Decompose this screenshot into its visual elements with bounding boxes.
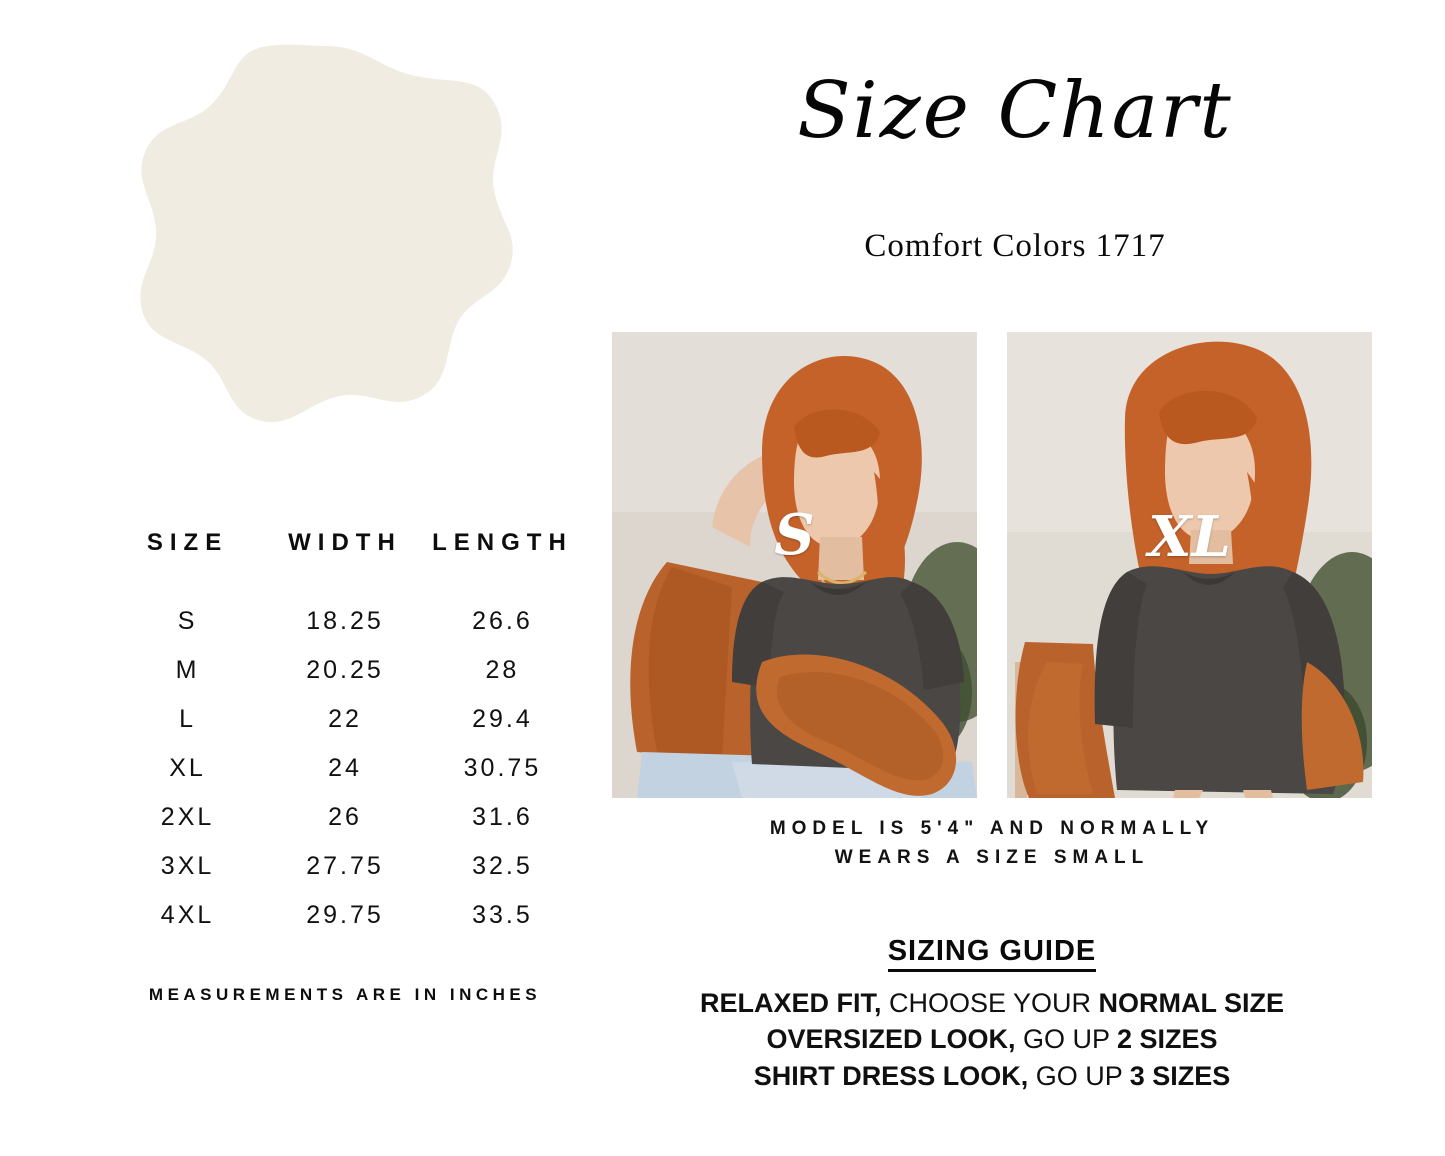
page-title: Size Chart [797, 66, 1233, 156]
sizing-line-2-text: GO UP [1015, 1024, 1117, 1055]
sizing-line-2-advice: 2 SIZES [1117, 1024, 1218, 1055]
sizing-guide-line [612, 985, 1372, 1021]
cell-length: 31.6 [472, 803, 533, 831]
left-column [0, 0, 600, 1156]
sizing-line-3-fit: SHIRT DRESS LOOK, [753, 1060, 1029, 1091]
cell-width: 18.25 [306, 607, 384, 635]
sizing-guide-line [612, 1058, 1372, 1094]
cell-width: 29.75 [306, 901, 384, 929]
cell-length: 33.5 [472, 901, 533, 929]
cell-width: 20.25 [306, 656, 384, 684]
model-note-line-1: MODEL IS 5'4" AND NORMALLY [769, 818, 1215, 839]
model-height-note [612, 815, 1372, 872]
table-row [110, 842, 580, 891]
cell-size: M [175, 656, 200, 684]
cell-width: 26 [328, 803, 362, 831]
cell-length: 30.75 [463, 754, 542, 782]
product-subtitle: Comfort Colors 1717 [864, 228, 1166, 264]
table-row [110, 744, 580, 793]
model-note-line-2: WEARS A SIZE SMALL [834, 846, 1150, 868]
cell-size: 3XL [160, 852, 215, 880]
sizing-guide-line [612, 1021, 1372, 1057]
sizing-line-3-advice: 3 SIZES [1129, 1060, 1231, 1091]
sizing-guide-heading-text: SIZING GUIDE [888, 935, 1097, 972]
sizing-guide-heading [612, 935, 1372, 968]
cell-size: S [177, 607, 198, 635]
sizing-line-1-advice: NORMAL SIZE [1098, 988, 1285, 1018]
cell-size: XL [169, 754, 206, 782]
right-column [600, 0, 1445, 1156]
table-row [110, 793, 580, 842]
table-row [110, 597, 580, 646]
sizing-guide-lines [612, 985, 1372, 1094]
decorative-blob-shape [130, 40, 520, 440]
sizing-line-3-text: GO UP [1028, 1060, 1130, 1091]
cell-width: 22 [328, 705, 362, 733]
cell-length: 26.6 [472, 607, 533, 635]
column-header-length: LENGTH [432, 529, 573, 556]
cell-length: 28 [485, 656, 520, 684]
sizing-line-2-fit: OVERSIZED LOOK, [766, 1024, 1016, 1055]
photo-model-xl [1007, 332, 1372, 798]
model-photos [612, 332, 1372, 798]
table-row [110, 695, 580, 744]
column-header-size: SIZE [146, 529, 229, 556]
photo-shirt-letter-xl: XL [1148, 504, 1231, 570]
measurements-table [110, 528, 580, 940]
cell-size: 4XL [160, 901, 215, 929]
cell-length: 32.5 [472, 852, 533, 880]
cell-size: L [179, 705, 196, 733]
table-header-row [110, 528, 580, 597]
sizing-line-1-text: CHOOSE YOUR [881, 988, 1099, 1018]
table-row [110, 646, 580, 695]
cell-size: 2XL [160, 803, 215, 831]
cell-width: 24 [328, 754, 362, 782]
photo-shirt-letter-s: S [774, 502, 815, 568]
column-header-width: WIDTH [288, 529, 402, 556]
cell-width: 27.75 [306, 852, 384, 880]
cell-length: 29.4 [472, 705, 533, 733]
measurements-unit-note: MEASUREMENTS ARE IN INCHES [148, 985, 542, 1004]
table-row [110, 891, 580, 940]
sizing-line-1-fit: RELAXED FIT, [699, 988, 882, 1018]
photo-model-small [612, 332, 977, 798]
